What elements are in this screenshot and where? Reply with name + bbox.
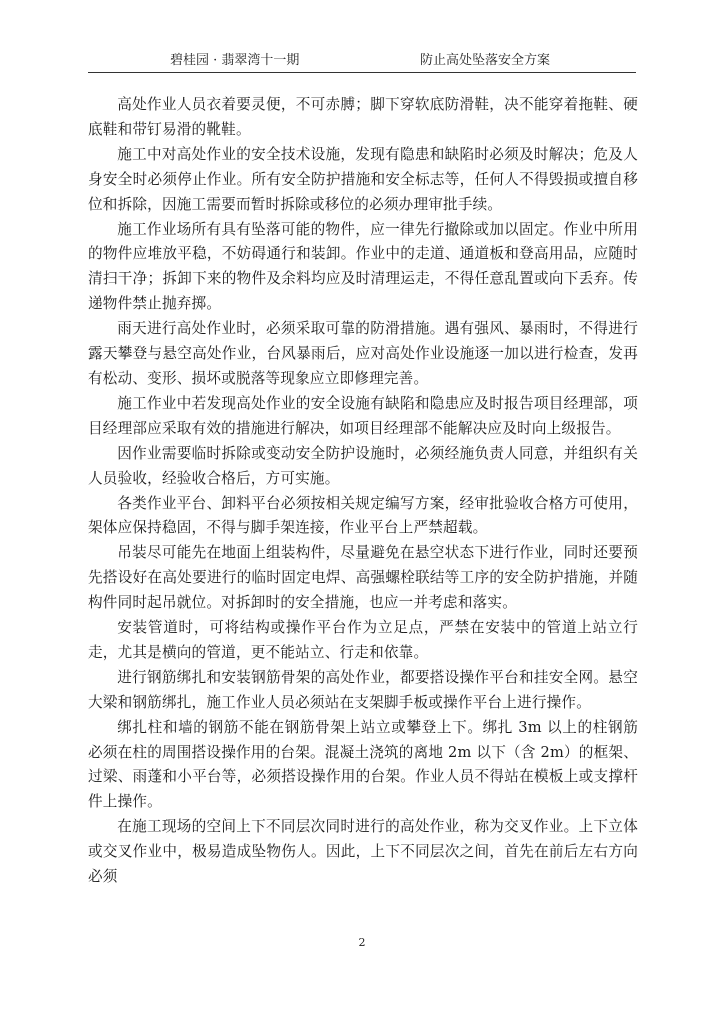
page-header (88, 49, 636, 71)
page-number: 2 (358, 936, 366, 949)
paragraph-8: 吊装尽可能先在地面上组装构件，尽量避免在悬空状态下进行作业，同时还要预先搭设好在高处要进行的临时固定电焊、高强螺栓联结等工序的安全防护措施，并随构件同时起吊就位。对拆卸时的安全措施，也应一并考虑和落实。 (88, 544, 638, 612)
paragraph-2: 施工中对高处作业的安全技术设施，发现有隐患和缺陷时必须及时解决；危及人身安全时必须停止作业。所有安全防护措施和安全标志等，任何人不得毁损或擅自移位和拆除，因施工需要而暂时拆除或移位的必须办理审批手续。 (88, 145, 638, 213)
paragraph-5: 施工作业中若发现高处作业的安全设施有缺陷和隐患应及时报告项目经理部，项目经理部应采取有效的措施进行解决，如项目经理部不能解决应及时向上级报告。 (88, 394, 638, 437)
paragraph-4: 雨天进行高处作业时，必须采取可靠的防滑措施。遇有强风、暴雨时，不得进行露天攀登与悬空高处作业，台风暴雨后，应对高处作业设施逐一加以进行检查，发再有松动、变形、损坏或脱落等现象应立即修理完善。 (88, 320, 638, 387)
header-document-title: 防止高处坠落安全方案 (420, 53, 551, 68)
paragraph-7: 各类作业平台、卸料平台必须按相关规定编写方案，经审批验收合格方可使用，架体应保持稳固，不得与脚手架连接，作业平台上严禁超载。 (88, 494, 638, 537)
paragraph-10: 进行钢筋绑扎和安装钢筋骨架的高处作业，都要搭设操作平台和挂安全网。悬空大梁和钢筋绑扎，施工作业人员必须站在支架脚手板或操作平台上进行操作。 (88, 668, 638, 711)
paragraph-9: 安装管道时，可将结构或操作平台作为立足点，严禁在安装中的管道上站立行走，尤其是横向的管道，更不能站立、行走和依靠。 (88, 619, 638, 661)
paragraph-1: 高处作业人员衣着要灵便，不可赤膊；脚下穿软底防滑鞋，决不能穿着拖鞋、硬底鞋和带钉易滑的靴鞋。 (88, 96, 638, 138)
document-body (88, 93, 638, 890)
header-divider (88, 72, 636, 73)
paragraph-6: 因作业需要临时拆除或变动安全防护设施时，必须经施负责人同意，并组织有关人员验收，经验收合格后，方可实施。 (88, 444, 638, 487)
paragraph-12: 在施工现场的空间上下不同层次同时进行的高处作业，称为交叉作业。上下立体或交叉作业中，极易造成坠物伤人。因此，上下不同层次之间，首先在前后左右方向必须 (88, 818, 638, 886)
paragraph-11: 绑扎柱和墙的钢筋不能在钢筋骨架上站立或攀登上下。绑扎 3m 以上的柱钢筋必须在柱的周围搭设操作用的台架。混凝土浇筑的离地 2m 以下（含 2m）的框架、过梁、雨蓬和小平台等，必须搭设操作用的台架。作业人员不得站在模板上或支撑杆件上操作。 (88, 718, 638, 811)
header-project-name: 碧桂园 · 翡翠湾十一期 (170, 53, 300, 68)
paragraph-3: 施工作业场所有具有坠落可能的物件，应一律先行撤除或加以固定。作业中所用的物件应堆放平稳，不妨碍通行和装卸。作业中的走道、通道板和登高用品，应随时清扫干净；拆卸下来的物件及余料均应及时清理运走，不得任意乱置或向下丢弃。传递物件禁止抛弃掷。 (88, 220, 638, 313)
